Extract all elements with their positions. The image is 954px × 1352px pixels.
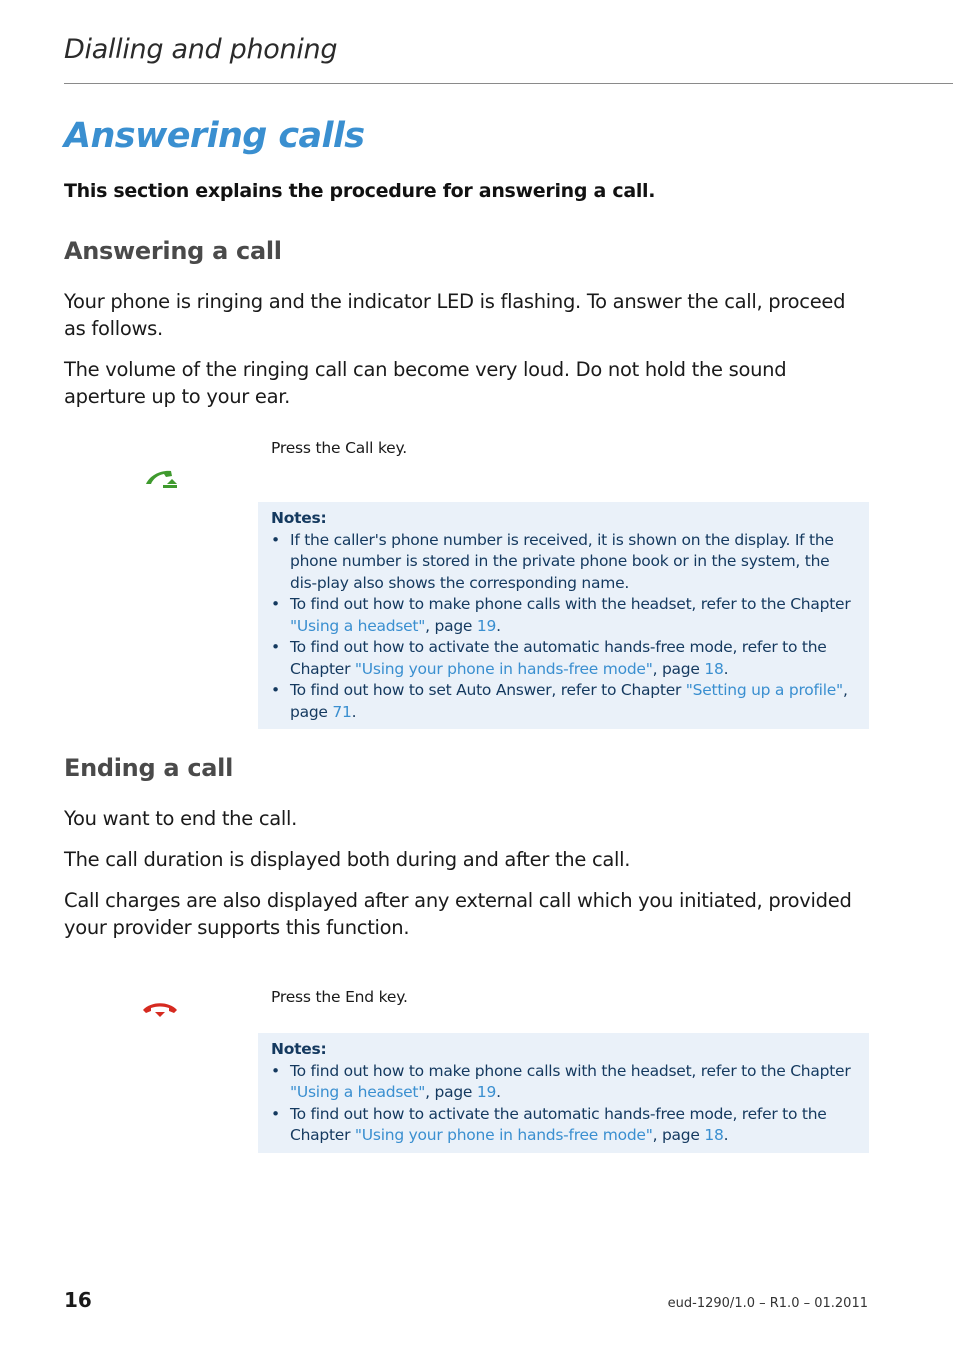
note-text: , page	[652, 659, 705, 678]
section-header: Dialling and phoning	[64, 34, 338, 65]
note-item: • To find out how to set Auto Answer, refer to Chapter "Setting up a profile", page 71.	[271, 681, 848, 721]
note-text: , page	[425, 616, 477, 635]
notes-box-ending	[258, 1033, 869, 1153]
note-text: To find out how to make phone calls with the headset, refer to the Chapter	[290, 595, 851, 613]
chapter-link[interactable]: "Using your phone in hands-free mode"	[354, 1126, 653, 1144]
note-text: .	[723, 1126, 729, 1144]
chapter-link[interactable]: "Using a headset"	[290, 616, 426, 635]
note-text: , page	[652, 1126, 705, 1144]
heading-answering-a-call: Answering a call	[64, 237, 282, 265]
page-link[interactable]: 19	[476, 616, 497, 635]
note-text: To find out how to make phone calls with the headset, refer to the Chapter	[290, 1061, 851, 1080]
note-text: , page	[290, 681, 848, 721]
end-key-icon	[141, 998, 181, 1028]
heading-ending-a-call: Ending a call	[64, 754, 234, 782]
page-link[interactable]: 18	[704, 659, 724, 678]
note-text: .	[723, 659, 729, 678]
note-item: • To find out how to activate the automatic hands-free mode, refer to the Chapter "Using your phone in hands-free mode", page 18.	[271, 638, 827, 678]
notes-title: Notes:	[271, 509, 327, 527]
step-press-call-key: Press the Call key.	[271, 439, 407, 457]
note-item: • To find out how to activate the automatic hands-free mode, refer to the Chapter "Using your phone in hands-free mode", page 18.	[271, 1104, 827, 1144]
page-link[interactable]: 71	[332, 702, 352, 721]
note-text: To find out how to activate the automatic hands-free mode, refer to the Chapter	[290, 638, 827, 678]
note-text: .	[496, 616, 501, 635]
note-text: .	[496, 1083, 501, 1101]
note-item: • To find out how to make phone calls with the headset, refer to the Chapter "Using a headset", page 19.	[271, 1061, 851, 1101]
notes-box-answering	[258, 502, 869, 729]
note-text: .	[351, 702, 357, 721]
page-number: 16	[64, 1288, 92, 1312]
note-item: • If the caller's phone number is received, it is shown on the display. If the phone number is stored in the private phone book or in the system, the dis-play also shows the corresponding name.	[271, 530, 834, 592]
call-key-icon	[141, 465, 181, 495]
ending-paragraph-2: The call duration is displayed both during and after the call.	[64, 848, 631, 871]
answering-paragraph-1: Your phone is ringing and the indicator LED is flashing. To answer the call, proceed as follows.	[64, 290, 846, 340]
intro-text: This section explains the procedure for answering a call.	[64, 180, 656, 202]
page-link[interactable]: 18	[704, 1126, 724, 1144]
notes-title: Notes:	[271, 1040, 327, 1058]
page-title: Answering calls	[64, 116, 365, 156]
note-text: To find out how to activate the automatic hands-free mode, refer to the Chapter	[290, 1104, 827, 1144]
note-item: • To find out how to make phone calls with the headset, refer to the Chapter "Using a headset", page 19.	[271, 595, 851, 635]
ending-paragraph-1: You want to end the call.	[64, 807, 298, 830]
step-press-end-key: Press the End key.	[271, 988, 408, 1006]
ending-paragraph-3: Call charges are also displayed after any external call which you initiated, provided your provider supports this function.	[64, 889, 852, 939]
chapter-link[interactable]: "Using a headset"	[290, 1083, 426, 1101]
note-text: , page	[425, 1083, 477, 1101]
answering-paragraph-2: The volume of the ringing call can become very loud. Do not hold the sound aperture up to your ear.	[64, 358, 787, 408]
header-divider	[64, 83, 953, 84]
note-text: To find out how to set Auto Answer, refer to Chapter	[290, 681, 686, 699]
document-reference: eud-1290/1.0 – R1.0 – 01.2011	[667, 1296, 868, 1311]
page-link[interactable]: 19	[476, 1083, 497, 1101]
note-text: If the caller's phone number is received, it is shown on the display. If the phone number is stored in the private phone book or in the system, the dis-play also shows the corresponding name.	[290, 530, 834, 592]
chapter-link[interactable]: "Using your phone in hands-free mode"	[354, 659, 653, 678]
chapter-link[interactable]: "Setting up a profile"	[685, 681, 843, 699]
